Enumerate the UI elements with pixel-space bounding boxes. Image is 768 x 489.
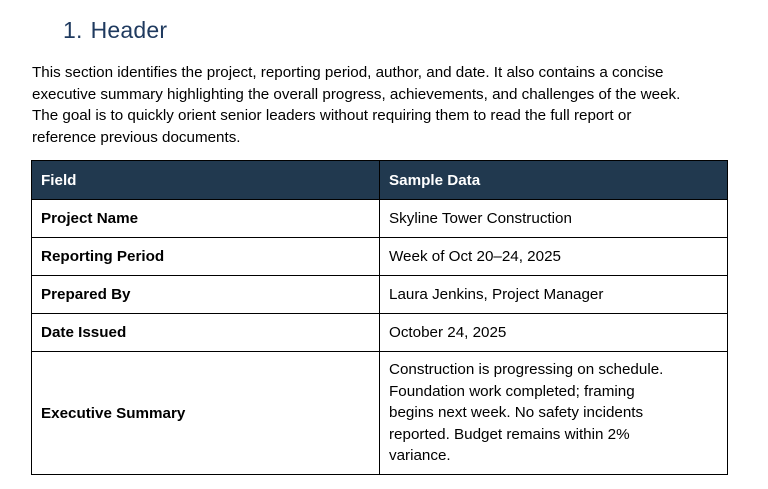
summary-line: Construction is progressing on schedule. (389, 361, 664, 379)
section-heading (63, 17, 167, 44)
intro-line: reference previous documents. (32, 128, 241, 146)
field-cell: Date Issued (32, 314, 380, 352)
table-row (32, 314, 728, 352)
header-fields-table (31, 160, 728, 475)
table-row (32, 200, 728, 238)
table-row (32, 238, 728, 276)
intro-line: The goal is to quickly orient senior leaders without requiring them to read the full report or (32, 107, 632, 125)
value-cell: Skyline Tower Construction (380, 200, 728, 238)
field-cell: Prepared By (32, 276, 380, 314)
field-cell: Executive Summary (32, 352, 380, 475)
column-header-sample-data: Sample Data (380, 161, 728, 200)
intro-paragraph (32, 62, 732, 148)
value-cell: Week of Oct 20–24, 2025 (380, 238, 728, 276)
summary-line: reported. Budget remains within 2% (389, 425, 630, 443)
section-number: 1. (63, 17, 83, 43)
table-row-executive-summary (32, 352, 728, 475)
column-header-field: Field (32, 161, 380, 200)
value-cell (380, 352, 728, 475)
intro-line: executive summary highlighting the overall progress, achievements, and challenges of the week. (32, 85, 681, 103)
value-cell: Laura Jenkins, Project Manager (380, 276, 728, 314)
summary-line: Foundation work completed; framing (389, 382, 635, 400)
intro-line: This section identifies the project, reporting period, author, and date. It also contains a concise (32, 64, 664, 81)
section-title: Header (90, 17, 168, 43)
field-cell: Project Name (32, 200, 380, 238)
table-row (32, 276, 728, 314)
field-cell: Reporting Period (32, 238, 380, 276)
summary-line: begins next week. No safety incidents (389, 404, 644, 422)
value-cell: October 24, 2025 (380, 314, 728, 352)
table-header-row (32, 161, 728, 200)
summary-line: variance. (389, 447, 451, 465)
executive-summary-text (389, 359, 718, 467)
